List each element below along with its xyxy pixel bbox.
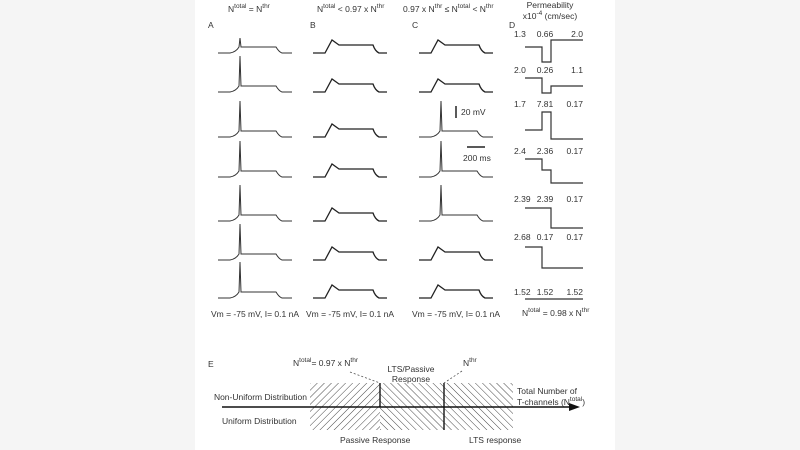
permeability-value: 1.52 [514, 287, 531, 297]
permeability-value: 0.17 [566, 146, 583, 156]
threshold-low-label: $N^{total}= 0.97$ x $N^{thr}$ [293, 357, 359, 368]
permeability-value: 0.17 [566, 99, 583, 109]
non-uniform-label: Non-Uniform Distribution [213, 392, 307, 402]
caption-c: Vm = -75 mV, I= 0.1 nA [411, 309, 501, 319]
uniform-label: Uniform Distribution [222, 416, 297, 426]
permeability-value: 2.39 [536, 194, 554, 204]
permeability-value: 2.36 [536, 146, 554, 156]
permeability-value: 2.39 [514, 194, 531, 204]
permeability-value: 0.66 [536, 29, 554, 39]
header-a: $N^{total} = N^{thr}$ [228, 3, 270, 14]
permeability-value: 1.52 [566, 287, 583, 297]
time-scale-label: 200 ms [463, 153, 491, 163]
panel-label-d: D [509, 20, 516, 30]
voltage-scale-label: 20 mV [461, 107, 486, 117]
header-c: 0.97 x $N^{thr} \le N^{total} < N^{thr}$ [403, 3, 494, 14]
caption-b: Vm = -75 mV, I= 0.1 nA [305, 309, 395, 319]
axis-label-2: T-channels $(N^{total})$ [517, 396, 586, 407]
axis-label-1: Total Number of [517, 386, 577, 396]
lts-label: LTS response [469, 435, 522, 445]
permeability-value: 2.4 [514, 146, 526, 156]
permeability-value: 1.1 [571, 65, 583, 75]
header-d-line1: Permeability [526, 0, 574, 10]
permeability-value: 1.52 [536, 287, 554, 297]
panel-label-b: B [310, 20, 316, 30]
lts-passive-label-2: Response [391, 374, 431, 384]
permeability-value: 1.3 [514, 29, 526, 39]
lts-passive-label-1: LTS/Passive [387, 364, 435, 374]
header-d-line2: $x10^{-4}$ (cm/sec) [522, 10, 578, 21]
caption-a: Vm = -75 mV, I= 0.1 nA [210, 309, 300, 319]
passive-label: Passive Response [340, 435, 411, 445]
panel-label-a: A [208, 20, 214, 30]
d-caption: $N^{total} = 0.98$ x $N^{thr}$ [522, 307, 590, 318]
permeability-value: 0.17 [566, 232, 583, 242]
permeability-value: 0.26 [536, 65, 554, 75]
threshold-label: $N^{thr}$ [463, 357, 477, 368]
permeability-value: 2.68 [514, 232, 531, 242]
permeability-value: 2.0 [571, 29, 583, 39]
permeability-value: 2.0 [514, 65, 526, 75]
permeability-value: 1.7 [514, 99, 526, 109]
panel-label-e: E [208, 359, 214, 369]
permeability-value: 0.17 [566, 194, 583, 204]
permeability-value: 7.81 [536, 99, 554, 109]
panel-label-c: C [412, 20, 419, 30]
header-b: $N^{total} < 0.97$ x $N^{thr}$ [317, 3, 385, 14]
permeability-value: 0.17 [536, 232, 554, 242]
